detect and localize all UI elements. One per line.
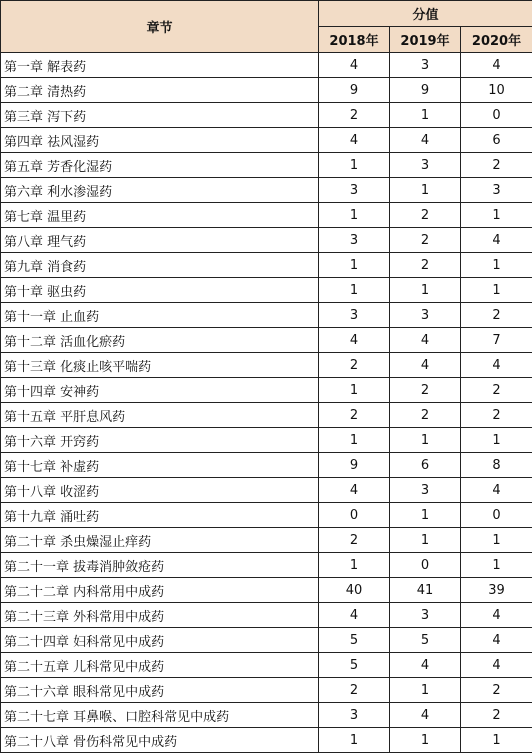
- table-row: [1, 228, 532, 253]
- score-2020-cell: 1: [461, 253, 532, 278]
- score-2018-cell: 3: [319, 178, 390, 203]
- score-2019-cell: 4: [390, 328, 461, 353]
- score-2018-cell: 1: [319, 203, 390, 228]
- chapter-cell: 第二十六章 眼科常见中成药: [1, 678, 319, 703]
- chapter-cell: 第十章 驱虫药: [1, 278, 319, 303]
- table-row: [1, 453, 532, 478]
- header-year-2019: 2019年: [390, 27, 461, 53]
- score-2019-cell: 1: [390, 278, 461, 303]
- score-2020-cell: 1: [461, 553, 532, 578]
- chapter-cell: 第八章 理气药: [1, 228, 319, 253]
- score-2020-cell: 39: [461, 578, 532, 603]
- chapter-cell: 第二十一章 拔毒消肿敛疮药: [1, 553, 319, 578]
- score-2019-cell: 41: [390, 578, 461, 603]
- chapter-cell: 第十七章 补虚药: [1, 453, 319, 478]
- chapter-cell: 第十一章 止血药: [1, 303, 319, 328]
- score-2019-cell: 5: [390, 628, 461, 653]
- score-2019-cell: 3: [390, 153, 461, 178]
- header-year-2020: 2020年: [461, 27, 532, 53]
- table-row: [1, 428, 532, 453]
- table-row: [1, 203, 532, 228]
- score-2019-cell: 2: [390, 228, 461, 253]
- table-row: [1, 353, 532, 378]
- score-2019-cell: 1: [390, 503, 461, 528]
- table-row: [1, 278, 532, 303]
- chapter-cell: 第十四章 安神药: [1, 378, 319, 403]
- table-row: [1, 103, 532, 128]
- score-2019-cell: 6: [390, 453, 461, 478]
- score-2019-cell: 4: [390, 653, 461, 678]
- score-2019-cell: 1: [390, 428, 461, 453]
- table-row: [1, 153, 532, 178]
- score-2018-cell: 3: [319, 303, 390, 328]
- score-2019-cell: 2: [390, 403, 461, 428]
- table-row: [1, 553, 532, 578]
- chapter-cell: 第二十八章 骨伤科常见中成药: [1, 728, 319, 753]
- table-row: [1, 253, 532, 278]
- score-2019-cell: 3: [390, 53, 461, 78]
- score-2018-cell: 1: [319, 253, 390, 278]
- score-2020-cell: 10: [461, 78, 532, 103]
- score-2018-cell: 4: [319, 53, 390, 78]
- score-2019-cell: 1: [390, 178, 461, 203]
- score-2020-cell: 7: [461, 328, 532, 353]
- score-2018-cell: 1: [319, 428, 390, 453]
- table-row: [1, 678, 532, 703]
- table-row: [1, 528, 532, 553]
- chapter-cell: 第二十章 杀虫燥湿止痒药: [1, 528, 319, 553]
- score-2018-cell: 4: [319, 603, 390, 628]
- score-2020-cell: 0: [461, 103, 532, 128]
- score-2019-cell: 3: [390, 303, 461, 328]
- chapter-cell: 第十六章 开窍药: [1, 428, 319, 453]
- score-2018-cell: 2: [319, 678, 390, 703]
- score-2020-cell: 2: [461, 303, 532, 328]
- score-2020-cell: 4: [461, 628, 532, 653]
- score-2019-cell: 1: [390, 678, 461, 703]
- table-row: [1, 478, 532, 503]
- table-row: [1, 728, 532, 753]
- score-2018-cell: 5: [319, 653, 390, 678]
- chapter-cell: 第三章 泻下药: [1, 103, 319, 128]
- header-chapter: 章节: [1, 1, 319, 53]
- chapter-cell: 第二章 清热药: [1, 78, 319, 103]
- chapter-cell: 第六章 利水渗湿药: [1, 178, 319, 203]
- chapter-cell: 第一章 解表药: [1, 53, 319, 78]
- chapter-cell: 第二十二章 内科常用中成药: [1, 578, 319, 603]
- score-2020-cell: 1: [461, 728, 532, 753]
- score-2020-cell: 6: [461, 128, 532, 153]
- chapter-cell: 第二十五章 儿科常见中成药: [1, 653, 319, 678]
- chapter-cell: 第七章 温里药: [1, 203, 319, 228]
- score-2018-cell: 9: [319, 78, 390, 103]
- table-row: [1, 303, 532, 328]
- score-2018-cell: 2: [319, 353, 390, 378]
- table-row: [1, 603, 532, 628]
- score-2018-cell: 40: [319, 578, 390, 603]
- score-2019-cell: 1: [390, 528, 461, 553]
- table-row: [1, 128, 532, 153]
- score-2018-cell: 3: [319, 703, 390, 728]
- table-row: [1, 628, 532, 653]
- chapter-cell: 第二十四章 妇科常见中成药: [1, 628, 319, 653]
- chapter-cell: 第五章 芳香化湿药: [1, 153, 319, 178]
- table-row: [1, 53, 532, 78]
- score-2020-cell: 4: [461, 53, 532, 78]
- table-row: [1, 328, 532, 353]
- table-row: [1, 378, 532, 403]
- score-2020-cell: 4: [461, 228, 532, 253]
- score-2018-cell: 9: [319, 453, 390, 478]
- score-2018-cell: 3: [319, 228, 390, 253]
- table-row: [1, 503, 532, 528]
- score-2020-cell: 3: [461, 178, 532, 203]
- score-2019-cell: 2: [390, 203, 461, 228]
- score-2019-cell: 9: [390, 78, 461, 103]
- score-2018-cell: 1: [319, 553, 390, 578]
- score-2020-cell: 4: [461, 653, 532, 678]
- chapter-cell: 第十二章 活血化瘀药: [1, 328, 319, 353]
- chapter-cell: 第十九章 涌吐药: [1, 503, 319, 528]
- score-2019-cell: 2: [390, 378, 461, 403]
- score-2020-cell: 4: [461, 353, 532, 378]
- score-2020-cell: 0: [461, 503, 532, 528]
- score-2020-cell: 2: [461, 153, 532, 178]
- table-body: [1, 53, 532, 753]
- score-2018-cell: 2: [319, 528, 390, 553]
- chapter-cell: 第十五章 平肝息风药: [1, 403, 319, 428]
- score-2018-cell: 1: [319, 278, 390, 303]
- score-2018-cell: 4: [319, 328, 390, 353]
- score-2019-cell: 4: [390, 353, 461, 378]
- score-2019-cell: 1: [390, 728, 461, 753]
- score-2018-cell: 2: [319, 403, 390, 428]
- score-2020-cell: 2: [461, 678, 532, 703]
- score-2020-cell: 8: [461, 453, 532, 478]
- score-2018-cell: 2: [319, 103, 390, 128]
- score-2020-cell: 4: [461, 478, 532, 503]
- header-year-2018: 2018年: [319, 27, 390, 53]
- table-row: [1, 703, 532, 728]
- table-row: [1, 178, 532, 203]
- score-2020-cell: 4: [461, 603, 532, 628]
- score-2018-cell: 0: [319, 503, 390, 528]
- score-2018-cell: 4: [319, 128, 390, 153]
- score-2019-cell: 2: [390, 253, 461, 278]
- table-row: [1, 403, 532, 428]
- score-2019-cell: 1: [390, 103, 461, 128]
- score-2019-cell: 3: [390, 478, 461, 503]
- score-2018-cell: 5: [319, 628, 390, 653]
- score-2018-cell: 1: [319, 378, 390, 403]
- chapter-cell: 第二十三章 外科常用中成药: [1, 603, 319, 628]
- score-2020-cell: 1: [461, 428, 532, 453]
- score-2019-cell: 4: [390, 703, 461, 728]
- chapter-cell: 第九章 消食药: [1, 253, 319, 278]
- score-2020-cell: 2: [461, 403, 532, 428]
- table-row: [1, 78, 532, 103]
- score-2018-cell: 1: [319, 153, 390, 178]
- score-2020-cell: 2: [461, 703, 532, 728]
- score-2019-cell: 0: [390, 553, 461, 578]
- table-header: [1, 1, 532, 53]
- chapter-cell: 第十三章 化痰止咳平喘药: [1, 353, 319, 378]
- header-score: 分值: [319, 1, 532, 27]
- chapter-cell: 第四章 祛风湿药: [1, 128, 319, 153]
- score-2020-cell: 1: [461, 203, 532, 228]
- score-2019-cell: 3: [390, 603, 461, 628]
- table-row: [1, 653, 532, 678]
- score-2020-cell: 1: [461, 278, 532, 303]
- score-2020-cell: 2: [461, 378, 532, 403]
- score-2019-cell: 4: [390, 128, 461, 153]
- table-row: [1, 578, 532, 603]
- score-2018-cell: 1: [319, 728, 390, 753]
- score-2018-cell: 4: [319, 478, 390, 503]
- chapter-cell: 第十八章 收涩药: [1, 478, 319, 503]
- score-2020-cell: 1: [461, 528, 532, 553]
- chapter-cell: 第二十七章 耳鼻喉、口腔科常见中成药: [1, 703, 319, 728]
